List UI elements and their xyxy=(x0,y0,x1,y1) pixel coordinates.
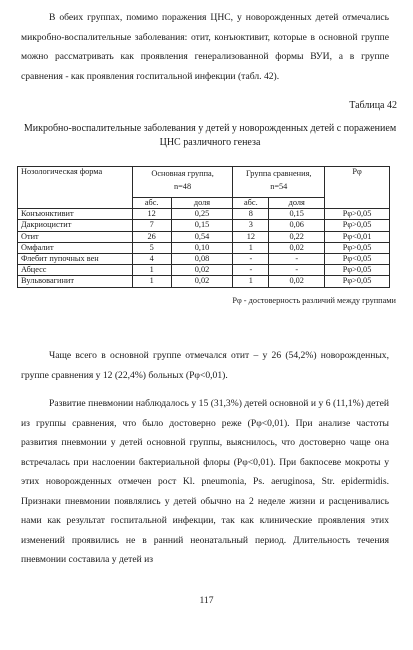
cell-nosology: Конъюнктивит xyxy=(18,209,133,220)
cell-main-share: 0,02 xyxy=(171,276,233,287)
header-main-group: Основная группа, n=48 xyxy=(132,167,233,198)
cell-nosology: Омфалит xyxy=(18,242,133,253)
cell-nosology: Вульвовагинит xyxy=(18,276,133,287)
cell-pvalue: Рφ>0,05 xyxy=(325,242,390,253)
cell-comp-abs: 3 xyxy=(233,220,269,231)
header-nosology: Нозологическая форма xyxy=(18,167,133,209)
cell-comp-share: 0,06 xyxy=(269,220,325,231)
table-body xyxy=(18,209,390,287)
cell-comp-abs: 1 xyxy=(233,242,269,253)
cell-pvalue: Рφ>0,05 xyxy=(325,276,390,287)
header-main-abs: абс. xyxy=(132,198,171,209)
cell-comp-share: 0,22 xyxy=(269,231,325,242)
table-row xyxy=(18,242,390,253)
header-pvalue: Рφ xyxy=(325,167,390,209)
cell-comp-share: - xyxy=(269,253,325,264)
cell-comp-abs: 12 xyxy=(233,231,269,242)
cell-main-abs: 1 xyxy=(132,276,171,287)
cell-main-share: 0,54 xyxy=(171,231,233,242)
cell-comp-abs: 8 xyxy=(233,209,269,220)
header-main-share: доля xyxy=(171,198,233,209)
table-row xyxy=(18,276,390,287)
cell-comp-share: 0,02 xyxy=(269,276,325,287)
cell-main-share: 0,02 xyxy=(171,265,233,276)
table-row xyxy=(18,253,390,264)
table-row xyxy=(18,265,390,276)
table-header-row xyxy=(18,167,390,198)
cell-nosology: Флебит пупочных вен xyxy=(18,253,133,264)
cell-nosology: Отит xyxy=(18,231,133,242)
cell-pvalue: Рφ>0,05 xyxy=(325,209,390,220)
cell-comp-share: 0,15 xyxy=(269,209,325,220)
cell-pvalue: Рφ<0,01 xyxy=(325,231,390,242)
cell-main-abs: 26 xyxy=(132,231,171,242)
cell-main-share: 0,08 xyxy=(171,253,233,264)
table-title: Микробно-воспалительные заболевания у детей у новорожденных детей с поражением ЦНС различного генеза xyxy=(23,123,397,148)
page-number: 117 xyxy=(199,595,214,606)
table-number: Таблица 42 xyxy=(349,100,397,111)
cell-pvalue: Рφ>0,05 xyxy=(325,220,390,231)
cell-comp-share: 0,02 xyxy=(269,242,325,253)
cell-pvalue: Рφ<0,05 xyxy=(325,253,390,264)
table-row xyxy=(18,231,390,242)
cell-main-abs: 7 xyxy=(132,220,171,231)
cell-comp-abs: - xyxy=(233,265,269,276)
cell-nosology: Абцесс xyxy=(18,265,133,276)
cell-pvalue: Рφ>0,05 xyxy=(325,265,390,276)
header-comp-share: доля xyxy=(269,198,325,209)
cell-nosology: Дакриоцистит xyxy=(18,220,133,231)
cell-main-abs: 12 xyxy=(132,209,171,220)
diseases-table xyxy=(17,166,390,288)
paragraph-pneumonia: Развитие пневмонии наблюдалось у 15 (31,3%) детей основной и у 6 (11,1%) детей из группы сравнения, что было достоверно реже (Рφ<0,01). При анализе частоты развития пневмонии у детей основной группы, выяснилось, что достоверно чаще она встречалась при наслоении бактериальной флоры (Рφ<0,01). При бакпосеве мокроты у этих новорожденных отмечен рост Kl. pneumonia, Ps. aeruginosa, Str. epidermidis. Признаки пневмонии появлялись у детей обычно на 2 неделе жизни и расценивались нами как результат госпитальной инфекции, так как клинические проявления этих изменений проявились не в ранний неонатальный период. Длительность течения пневмонии составила у детей из xyxy=(21,398,389,565)
cell-main-share: 0,10 xyxy=(171,242,233,253)
cell-main-share: 0,25 xyxy=(171,209,233,220)
cell-comp-share: - xyxy=(269,265,325,276)
header-comparison-group: Группа сравнения, n=54 xyxy=(233,167,325,198)
cell-main-abs: 4 xyxy=(132,253,171,264)
cell-comp-abs: 1 xyxy=(233,276,269,287)
cell-main-abs: 5 xyxy=(132,242,171,253)
header-comp-abs: абс. xyxy=(233,198,269,209)
table-row xyxy=(18,209,390,220)
cell-comp-abs: - xyxy=(233,253,269,264)
table-footnote: Рφ - достоверность различий между группами xyxy=(232,296,396,305)
cell-main-abs: 1 xyxy=(132,265,171,276)
table-row xyxy=(18,220,390,231)
cell-main-share: 0,15 xyxy=(171,220,233,231)
paragraph-intro: В обеих группах, помимо поражения ЦНС, у новорожденных детей отмечались микробно-воспалительные заболевания: отит, конъюктивит, которые в основной группе можно рассматривать как проявления генерализованной формы ВУИ, а в группе сравнения - как проявления госпитальной инфекции (табл. 42). xyxy=(21,12,389,82)
paragraph-otitis: Чаще всего в основной группе отмечался отит – у 26 (54,2%) новорожденных, группе сравнения у 12 (22,4%) больных (Рφ<0,01). xyxy=(21,350,389,381)
